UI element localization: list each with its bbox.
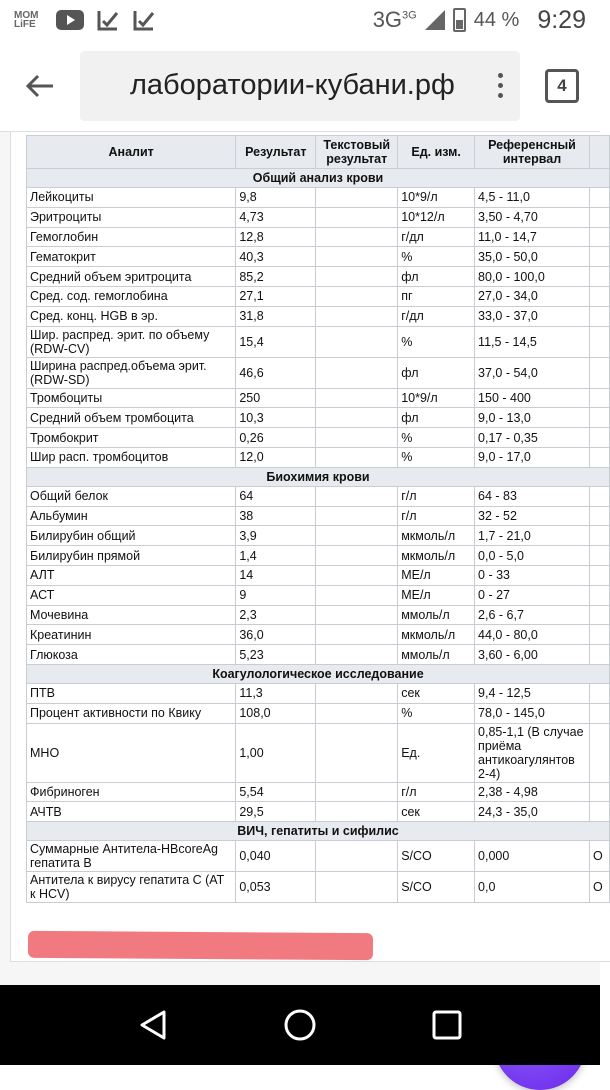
cell-text-result (316, 247, 398, 267)
cell-reference: 24,3 - 35,0 (475, 802, 590, 822)
cell-result: 5,23 (236, 645, 316, 665)
cell-analyte: ПТВ (27, 683, 236, 703)
cell-units: г/л (398, 782, 475, 802)
system-nav-bar (0, 985, 600, 1065)
youtube-icon (56, 10, 84, 30)
cell-extra (589, 306, 609, 326)
table-row (27, 506, 610, 526)
cell-text-result (316, 267, 398, 287)
cell-text-result (316, 645, 398, 665)
cell-text-result (316, 357, 398, 388)
battery-icon (453, 8, 466, 32)
cell-units: 10*12/л (398, 207, 475, 227)
table-row (27, 703, 610, 723)
table-row (27, 388, 610, 408)
status-bar (0, 0, 600, 40)
cell-extra (589, 625, 609, 645)
table-row (27, 872, 610, 903)
table-row (27, 625, 610, 645)
cell-analyte: Шир расп. тромбоцитов (27, 447, 236, 467)
network-type: $3G^{3G}$ (372, 7, 417, 32)
section-header (27, 169, 610, 188)
cell-analyte: Общий белок (27, 486, 236, 506)
cell-units: г/л (398, 486, 475, 506)
nav-recents-icon[interactable] (430, 1008, 464, 1042)
cell-extra (589, 207, 609, 227)
cell-units: сек (398, 802, 475, 822)
cell-result: 11,3 (236, 683, 316, 703)
cell-text-result (316, 723, 398, 782)
cell-units: пг (398, 286, 475, 306)
col-header-result: Результат (236, 136, 316, 169)
cell-reference: 1,7 - 21,0 (475, 526, 590, 546)
cell-extra (589, 486, 609, 506)
cell-reference: 33,0 - 37,0 (475, 306, 590, 326)
cell-extra (589, 408, 609, 428)
cell-result: 4,73 (236, 207, 316, 227)
cell-units: % (398, 326, 475, 357)
signal-icon (425, 10, 445, 30)
cell-reference: 0,0 (475, 872, 590, 903)
cell-result: 14 (236, 565, 316, 585)
table-row (27, 723, 610, 782)
table-row (27, 526, 610, 546)
cell-units: г/дл (398, 227, 475, 247)
cell-result: 9 (236, 585, 316, 605)
lab-results-table (26, 135, 610, 903)
cell-result: 64 (236, 486, 316, 506)
cell-reference: 3,60 - 6,00 (475, 645, 590, 665)
cell-extra (589, 703, 609, 723)
cell-extra (589, 585, 609, 605)
cell-reference: 0,000 (475, 841, 590, 872)
cell-reference: 9,4 - 12,5 (475, 683, 590, 703)
cell-extra (589, 565, 609, 585)
tab-switcher-button[interactable]: 4 (545, 69, 579, 103)
col-header-reference: Референсный интервал (475, 136, 590, 169)
cell-result: 0,26 (236, 428, 316, 448)
page-content[interactable] (0, 132, 603, 985)
cell-extra (589, 227, 609, 247)
cell-text-result (316, 286, 398, 306)
section-title: ВИЧ, гепатиты и сифилис (27, 822, 610, 841)
back-button[interactable] (0, 40, 80, 132)
section-header (27, 822, 610, 841)
cell-reference: 0 - 27 (475, 585, 590, 605)
cell-reference: 0 - 33 (475, 565, 590, 585)
cell-units: ммоль/л (398, 605, 475, 625)
table-row (27, 841, 610, 872)
cell-analyte: Креатинин (27, 625, 236, 645)
table-row (27, 802, 610, 822)
cell-result: 108,0 (236, 703, 316, 723)
cell-units: фл (398, 267, 475, 287)
cell-reference: 150 - 400 (475, 388, 590, 408)
cell-result: 1,4 (236, 546, 316, 566)
cell-analyte: Шир. распред. эрит. по объему (RDW-CV) (27, 326, 236, 357)
section-header (27, 467, 610, 486)
cell-result: 1,00 (236, 723, 316, 782)
cell-units: мкмоль/л (398, 546, 475, 566)
cell-analyte: Гематокрит (27, 247, 236, 267)
section-title: Общий анализ крови (27, 169, 610, 188)
cell-units: % (398, 447, 475, 467)
cell-extra (589, 428, 609, 448)
cell-analyte: Фибриноген (27, 782, 236, 802)
cell-reference: 4,5 - 11,0 (475, 188, 590, 208)
cell-units: г/л (398, 506, 475, 526)
table-row (27, 408, 610, 428)
cell-text-result (316, 625, 398, 645)
table-row (27, 447, 610, 467)
cell-reference: 2,38 - 4,98 (475, 782, 590, 802)
cell-extra (589, 546, 609, 566)
cell-result: 36,0 (236, 625, 316, 645)
table-row (27, 247, 610, 267)
cell-text-result (316, 506, 398, 526)
cell-result: 250 (236, 388, 316, 408)
table-row (27, 782, 610, 802)
nav-back-icon[interactable] (136, 1008, 170, 1042)
cell-extra (589, 782, 609, 802)
cell-result: 12,8 (236, 227, 316, 247)
cell-analyte: Билирубин общий (27, 526, 236, 546)
table-row (27, 188, 610, 208)
cell-result: 2,3 (236, 605, 316, 625)
cell-extra: О (589, 872, 609, 903)
cell-extra (589, 357, 609, 388)
cell-reference: 80,0 - 100,0 (475, 267, 590, 287)
cell-analyte: Тромбокрит (27, 428, 236, 448)
cell-reference: 11,5 - 14,5 (475, 326, 590, 357)
cell-text-result (316, 486, 398, 506)
cell-reference: 9,0 - 13,0 (475, 408, 590, 428)
cell-text-result (316, 841, 398, 872)
clock: 9:29 (537, 5, 586, 34)
cell-analyte: АСТ (27, 585, 236, 605)
browser-toolbar (0, 40, 600, 132)
table-row (27, 546, 610, 566)
cell-extra (589, 388, 609, 408)
cell-analyte: МНО (27, 723, 236, 782)
cell-analyte: Сред. сод. гемоглобина (27, 286, 236, 306)
table-row (27, 645, 610, 665)
cell-extra (589, 802, 609, 822)
cell-units: г/дл (398, 306, 475, 326)
cell-text-result (316, 605, 398, 625)
cell-analyte: Тромбоциты (27, 388, 236, 408)
cell-text-result (316, 447, 398, 467)
cell-result: 12,0 (236, 447, 316, 467)
cell-units: % (398, 428, 475, 448)
cell-result: 9,8 (236, 188, 316, 208)
table-row (27, 486, 610, 506)
cell-units: Ед. (398, 723, 475, 782)
cell-text-result (316, 188, 398, 208)
col-header-extra (589, 136, 609, 169)
cell-reference: 27,0 - 34,0 (475, 286, 590, 306)
cell-text-result (316, 306, 398, 326)
cell-analyte: Глюкоза (27, 645, 236, 665)
cell-text-result (316, 428, 398, 448)
cell-extra (589, 683, 609, 703)
cell-extra: О (589, 841, 609, 872)
cell-text-result (316, 227, 398, 247)
cell-reference: 0,85-1,1 (В случае приёма антикоагулянтов 2-4) (475, 723, 590, 782)
cell-text-result (316, 388, 398, 408)
cell-reference: 9,0 - 17,0 (475, 447, 590, 467)
cell-text-result (316, 326, 398, 357)
cell-units: S/CO (398, 872, 475, 903)
cell-units: сек (398, 683, 475, 703)
cell-analyte: Альбумин (27, 506, 236, 526)
cell-text-result (316, 802, 398, 822)
cell-reference: 32 - 52 (475, 506, 590, 526)
cell-text-result (316, 782, 398, 802)
table-row (27, 326, 610, 357)
cell-units: МЕ/л (398, 565, 475, 585)
cell-text-result (316, 526, 398, 546)
cell-extra (589, 447, 609, 467)
cell-analyte: Ширина распред.объема эрит. (RDW-SD) (27, 357, 236, 388)
cell-text-result (316, 585, 398, 605)
cell-extra (589, 506, 609, 526)
table-row (27, 565, 610, 585)
cell-result: 27,1 (236, 286, 316, 306)
cell-units: ммоль/л (398, 645, 475, 665)
cell-analyte: АЧТВ (27, 802, 236, 822)
cell-reference: 78,0 - 145,0 (475, 703, 590, 723)
cell-reference: 0,0 - 5,0 (475, 546, 590, 566)
cell-result: 40,3 (236, 247, 316, 267)
cell-reference: 35,0 - 50,0 (475, 247, 590, 267)
cell-extra (589, 188, 609, 208)
cell-analyte: Гемоглобин (27, 227, 236, 247)
cell-text-result (316, 408, 398, 428)
cell-extra (589, 605, 609, 625)
col-header-text-result: Текстовый результат (316, 136, 398, 169)
table-row (27, 286, 610, 306)
cell-result: 3,9 (236, 526, 316, 546)
cell-analyte: Эритроциты (27, 207, 236, 227)
cell-text-result (316, 207, 398, 227)
results-panel (10, 132, 610, 962)
cell-reference: 0,17 - 0,35 (475, 428, 590, 448)
cell-extra (589, 247, 609, 267)
cell-analyte: Процент активности по Квику (27, 703, 236, 723)
cell-units: мкмоль/л (398, 625, 475, 645)
url-bar[interactable]: лаборатории-кубани.рф (80, 51, 520, 121)
cell-units: S/CO (398, 841, 475, 872)
table-row (27, 357, 610, 388)
cell-reference: 44,0 - 80,0 (475, 625, 590, 645)
table-row (27, 605, 610, 625)
cell-result: 46,6 (236, 357, 316, 388)
cell-analyte: Билирубин прямой (27, 546, 236, 566)
table-row (27, 207, 610, 227)
cell-result: 15,4 (236, 326, 316, 357)
cell-extra (589, 723, 609, 782)
cell-units: 10*9/л (398, 188, 475, 208)
table-row (27, 683, 610, 703)
table-row (27, 267, 610, 287)
table-row (27, 227, 610, 247)
cell-text-result (316, 565, 398, 585)
cell-text-result (316, 703, 398, 723)
overflow-menu-button[interactable] (485, 73, 515, 98)
cell-analyte: Антитела к вирусу гепатита С (АТ к HCV) (27, 872, 236, 903)
cell-units: мкмоль/л (398, 526, 475, 546)
cell-result: 38 (236, 506, 316, 526)
table-row (27, 585, 610, 605)
section-header (27, 664, 610, 683)
col-header-units: Ед. изм. (398, 136, 475, 169)
cell-extra (589, 286, 609, 306)
cell-result: 0,040 (236, 841, 316, 872)
cell-units: фл (398, 357, 475, 388)
cell-analyte: АЛТ (27, 565, 236, 585)
cell-extra (589, 645, 609, 665)
cell-extra (589, 526, 609, 546)
cell-reference: 3,50 - 4,70 (475, 207, 590, 227)
cell-units: 10*9/л (398, 388, 475, 408)
table-row (27, 306, 610, 326)
cell-extra (589, 326, 609, 357)
cell-analyte: Суммарные Антитела-HBcoreAg гепатита B (27, 841, 236, 872)
cell-extra (589, 267, 609, 287)
cell-analyte: Мочевина (27, 605, 236, 625)
cell-units: фл (398, 408, 475, 428)
cell-result: 85,2 (236, 267, 316, 287)
cell-result: 0,053 (236, 872, 316, 903)
table-row (27, 428, 610, 448)
cell-reference: 64 - 83 (475, 486, 590, 506)
cell-result: 5,54 (236, 782, 316, 802)
cell-reference: 37,0 - 54,0 (475, 357, 590, 388)
cell-text-result (316, 546, 398, 566)
section-title: Коагулологическое исследование (27, 664, 610, 683)
battery-percent: 44 % (473, 8, 520, 31)
cell-units: % (398, 247, 475, 267)
cell-reference: 11,0 - 14,7 (475, 227, 590, 247)
cell-analyte: Средний объем тромбоцита (27, 408, 236, 428)
cell-text-result (316, 872, 398, 903)
cell-result: 29,5 (236, 802, 316, 822)
cell-reference: 2,6 - 6,7 (475, 605, 590, 625)
checkmark-notification-icon (132, 9, 156, 31)
cell-result: 31,8 (236, 306, 316, 326)
cell-analyte: Средний объем эритроцита (27, 267, 236, 287)
back-arrow-icon (25, 73, 55, 99)
red-marker-highlight (28, 931, 373, 960)
cell-analyte: Лейкоциты (27, 188, 236, 208)
nav-home-icon[interactable] (283, 1008, 317, 1042)
cell-result: 10,3 (236, 408, 316, 428)
cell-units: МЕ/л (398, 585, 475, 605)
cell-text-result (316, 683, 398, 703)
mom-life-app-icon: MOM LiFE (14, 10, 39, 30)
cell-units: % (398, 703, 475, 723)
checkmark-notification-icon (96, 9, 120, 31)
cell-analyte: Сред. конц. HGB в эр. (27, 306, 236, 326)
col-header-analyte: Аналит (27, 136, 236, 169)
section-title: Биохимия крови (27, 467, 610, 486)
